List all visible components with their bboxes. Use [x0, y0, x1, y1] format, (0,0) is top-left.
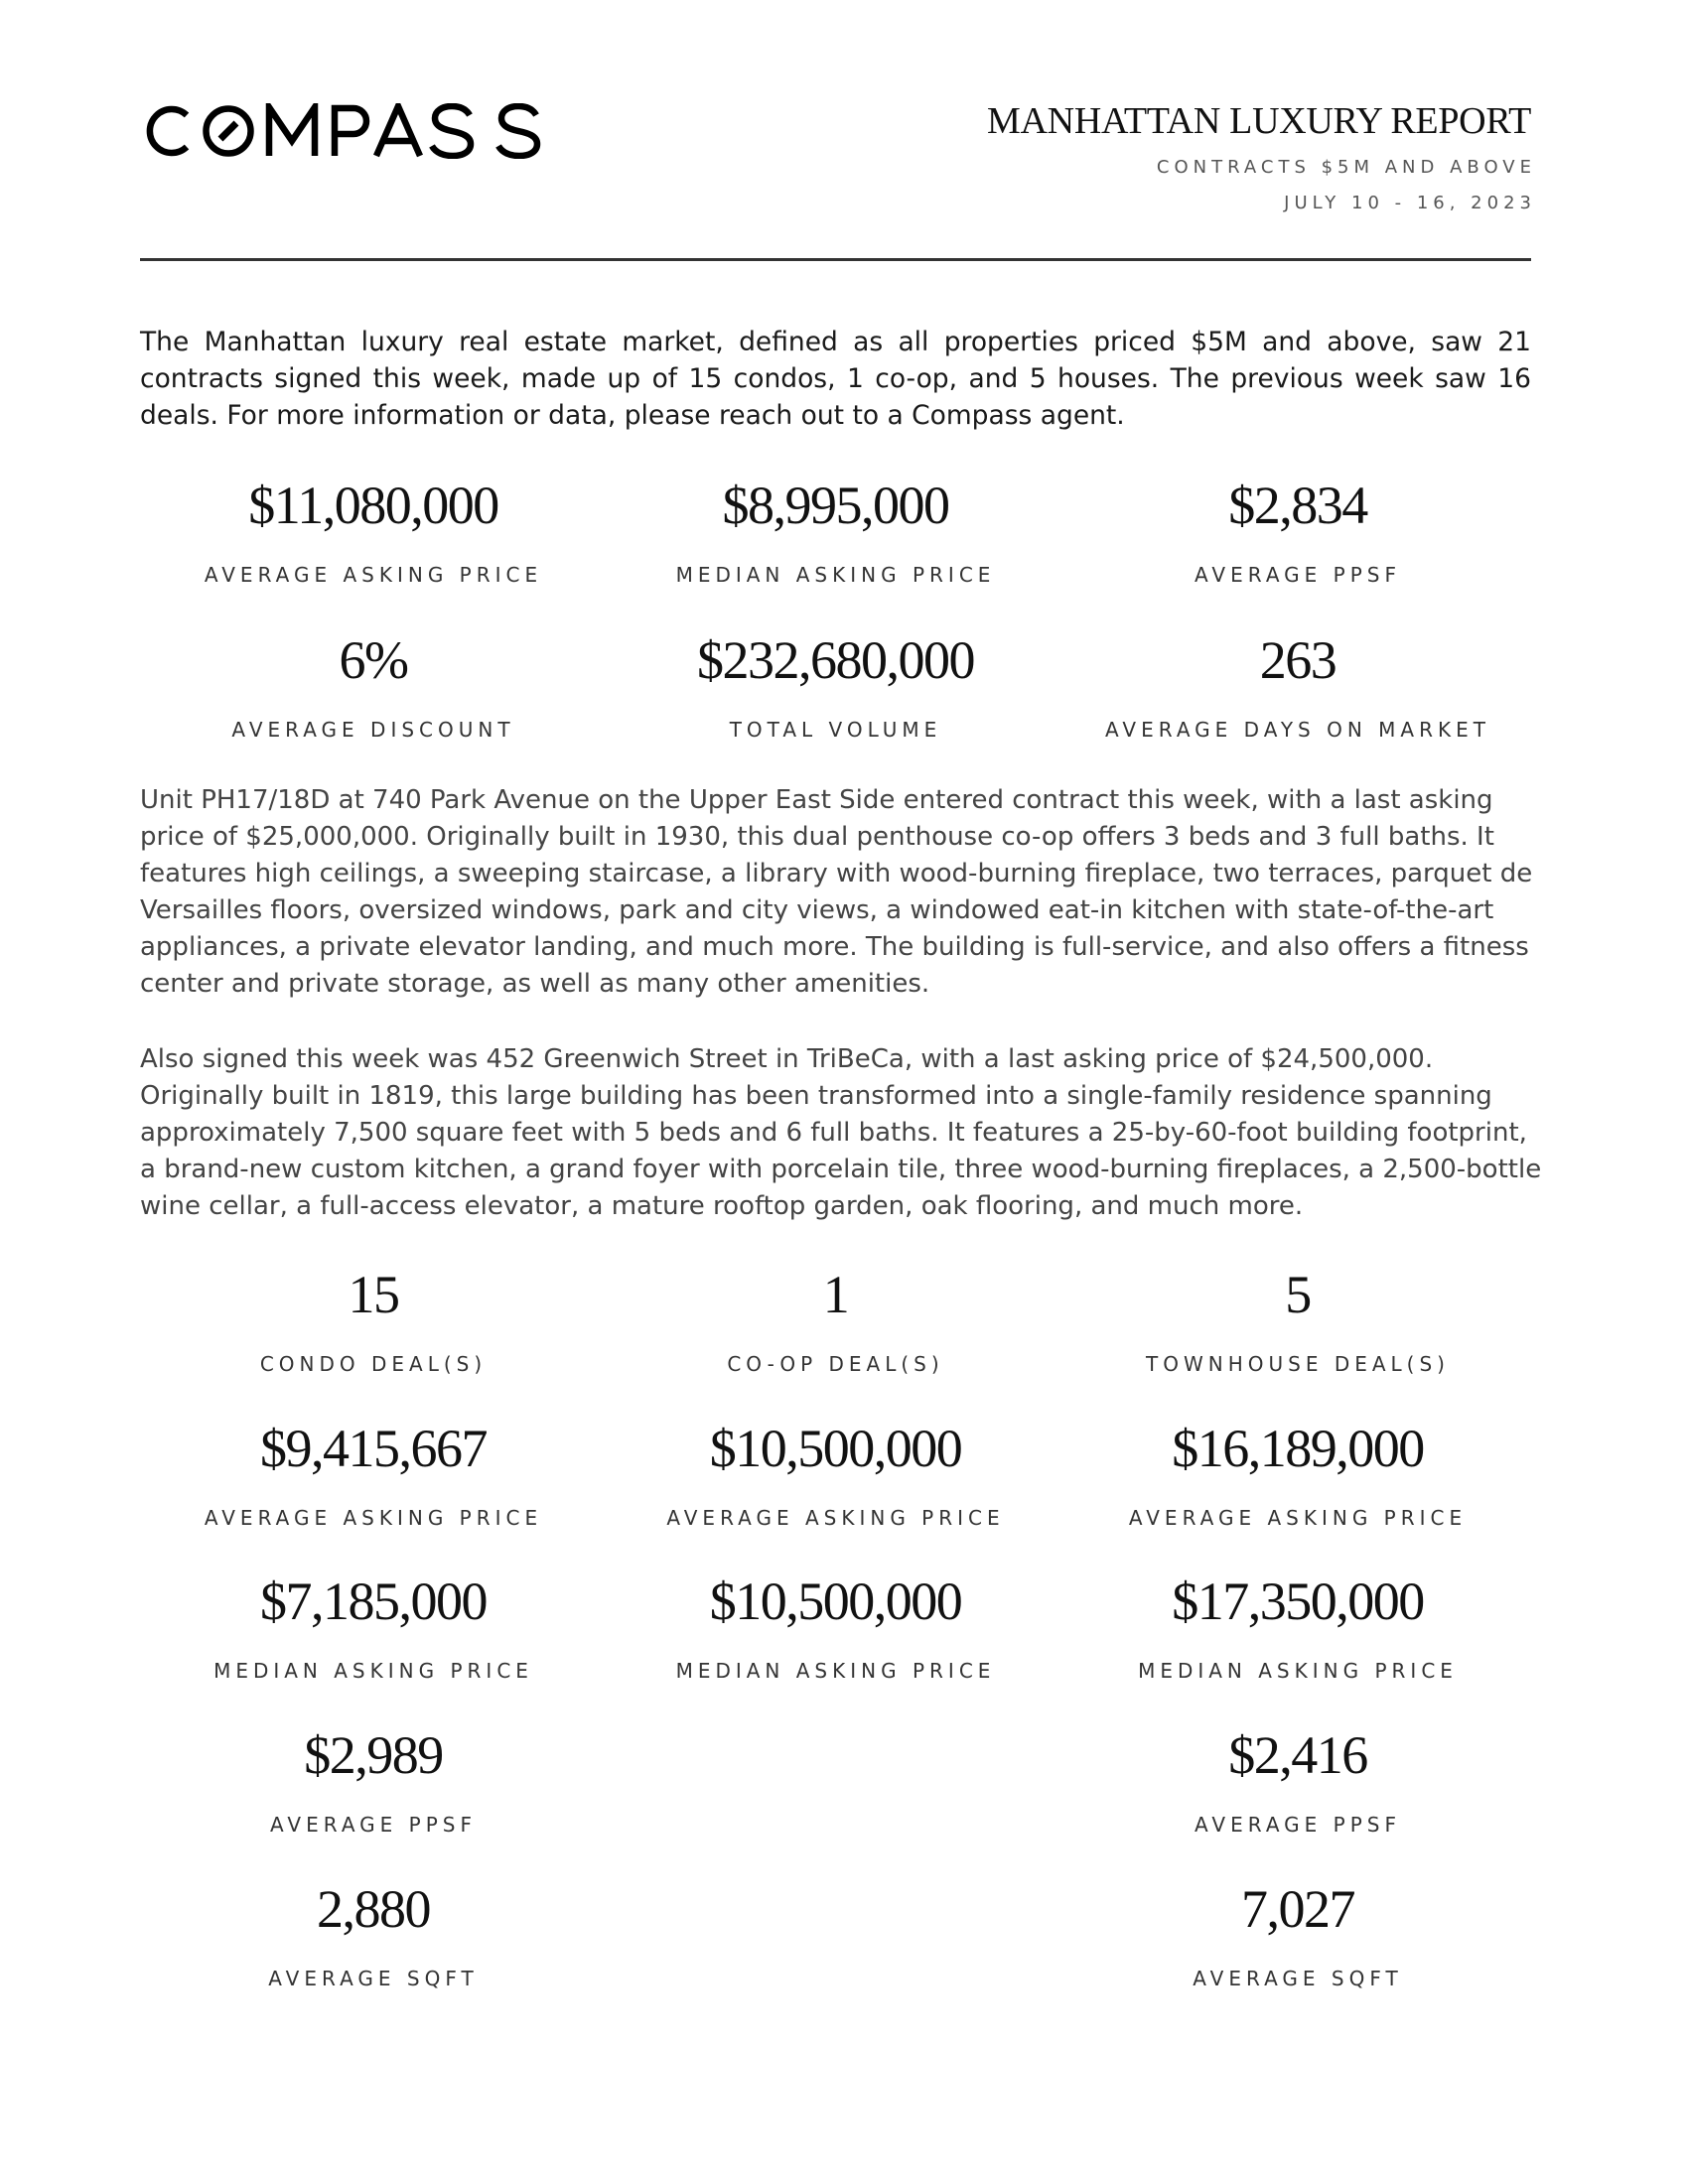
- stat-average-discount: [140, 629, 607, 784]
- stat-label: AVERAGE DAYS ON MARKET: [1105, 718, 1490, 742]
- stat-value: 6%: [339, 630, 408, 690]
- stat-label: MEDIAN ASKING PRICE: [1138, 1659, 1458, 1683]
- stat-label: AVERAGE SQFT: [268, 1967, 479, 1990]
- stat-value: 2,880: [317, 1879, 430, 1939]
- stat-label: AVERAGE ASKING PRICE: [666, 1506, 1005, 1530]
- stat-label: AVERAGE ASKING PRICE: [204, 563, 543, 587]
- summary-stats: [140, 475, 1531, 629]
- condo-avg-ppsf: [140, 1724, 607, 1879]
- stat-average-days-on-market: [1064, 629, 1531, 784]
- stat-label: AVERAGE ASKING PRICE: [204, 1506, 543, 1530]
- stat-label: MEDIAN ASKING PRICE: [675, 1659, 996, 1683]
- stat-label: AVERAGE SQFT: [1193, 1967, 1403, 1990]
- highlight-paragraph-2: Also signed this week was 452 Greenwich Street in TriBeCa, with a last asking price of $24,500,000. Originally built in 1819, this large building has been transformed into a single-family residence spanning approximately 7,500 square feet with 5 beds and 6 full baths. It features a 25-by-60-foot building footprint, a brand-new custom kitchen, a grand foyer with porcelain tile, three wood-burning fireplaces, a 2,500-bottle wine cellar, a full-access elevator, a mature rooftop garden, oak flooring, and much more.: [140, 1044, 1542, 1221]
- stat-value: $10,500,000: [709, 1571, 962, 1631]
- breakdown-row-avg-price: [140, 1418, 1531, 1572]
- breakdown-row-ppsf: [140, 1724, 1531, 1879]
- stat-value: $11,080,000: [248, 476, 498, 535]
- breakdown-row-sqft: [140, 1878, 1531, 2033]
- townhouse-avg-sqft: [1064, 1878, 1531, 2033]
- condo-avg-price: [140, 1418, 607, 1572]
- townhouse-avg-price: [1064, 1418, 1531, 1572]
- stat-label: MEDIAN ASKING PRICE: [675, 563, 996, 587]
- coop-deals: [607, 1264, 1064, 1419]
- stat-value: 5: [1285, 1265, 1311, 1324]
- townhouse-median-price: [1064, 1570, 1531, 1725]
- stat-value: 7,027: [1241, 1879, 1354, 1939]
- stat-label: AVERAGE PPSF: [1195, 1813, 1401, 1837]
- report-date-range: JULY 10 - 16, 2023: [1284, 193, 1536, 213]
- stat-label: AVERAGE DISCOUNT: [231, 718, 515, 742]
- stat-value: 263: [1259, 630, 1336, 690]
- stat-value: $9,415,667: [260, 1419, 487, 1478]
- stat-value: $2,989: [304, 1725, 443, 1785]
- stat-value: $17,350,000: [1172, 1571, 1424, 1631]
- stat-label: CO-OP DEAL(S): [727, 1352, 944, 1376]
- stat-value: $2,416: [1228, 1725, 1367, 1785]
- stat-label: TOTAL VOLUME: [729, 718, 942, 742]
- compass-logo: [142, 100, 557, 162]
- stat-average-asking-price: [140, 475, 607, 629]
- stat-label: MEDIAN ASKING PRICE: [213, 1659, 533, 1683]
- intro-paragraph: The Manhattan luxury real estate market, defined as all properties priced $5M and above, saw 21 contracts signed this week, made up of 15 condos, 1 co-op, and 5 houses. The previous week saw 16 deals. For more information or data, please reach out to a Compass agent.: [140, 327, 1531, 431]
- header-divider: [140, 258, 1531, 261]
- report-title: MANHATTAN LUXURY REPORT: [987, 100, 1531, 142]
- stat-value: $16,189,000: [1172, 1419, 1424, 1478]
- report-subtitle: CONTRACTS $5M AND ABOVE: [1156, 157, 1536, 178]
- stat-value: $7,185,000: [260, 1571, 487, 1631]
- highlight-paragraph-1: Unit PH17/18D at 740 Park Avenue on the Upper East Side entered contract this week, with a last asking price of $25,000,000. Originally built in 1930, this dual penthouse co-op offers 3 beds and 3 full baths. It features high ceilings, a sweeping staircase, a library with wood-burning fireplace, two terraces, parquet de Versailles floors, oversized windows, park and city views, a windowed eat-in kitchen with state-of-the-art appliances, a private elevator landing, and much more. The building is full-service, and also offers a fitness center and private storage, as well as many other amenities.: [140, 785, 1533, 999]
- stat-label: TOWNHOUSE DEAL(S): [1146, 1352, 1450, 1376]
- stat-average-ppsf: [1064, 475, 1531, 629]
- breakdown-row-median-price: [140, 1570, 1531, 1725]
- breakdown-row-deals: [140, 1264, 1531, 1419]
- condo-avg-sqft: [140, 1878, 607, 2033]
- stat-label: AVERAGE PPSF: [270, 1813, 477, 1837]
- coop-avg-price: [607, 1418, 1064, 1572]
- stat-value: 1: [822, 1265, 849, 1324]
- townhouse-deals: [1064, 1264, 1531, 1419]
- stat-total-volume: [607, 629, 1064, 784]
- stat-label: CONDO DEAL(S): [259, 1352, 488, 1376]
- report-header: [987, 97, 1536, 216]
- stat-label: AVERAGE ASKING PRICE: [1128, 1506, 1468, 1530]
- compass-logo-icon: [142, 103, 557, 159]
- stat-value: $232,680,000: [697, 630, 974, 690]
- stat-value: 15: [348, 1265, 399, 1324]
- stat-value: $8,995,000: [722, 476, 949, 535]
- condo-median-price: [140, 1570, 607, 1725]
- summary-stats-row-2: [140, 629, 1531, 784]
- stat-median-asking-price: [607, 475, 1064, 629]
- townhouse-avg-ppsf: [1064, 1724, 1531, 1879]
- stat-value: $10,500,000: [709, 1419, 962, 1478]
- condo-deals: [140, 1264, 607, 1419]
- stat-value: $2,834: [1228, 476, 1367, 535]
- coop-median-price: [607, 1570, 1064, 1725]
- stat-label: AVERAGE PPSF: [1195, 563, 1401, 587]
